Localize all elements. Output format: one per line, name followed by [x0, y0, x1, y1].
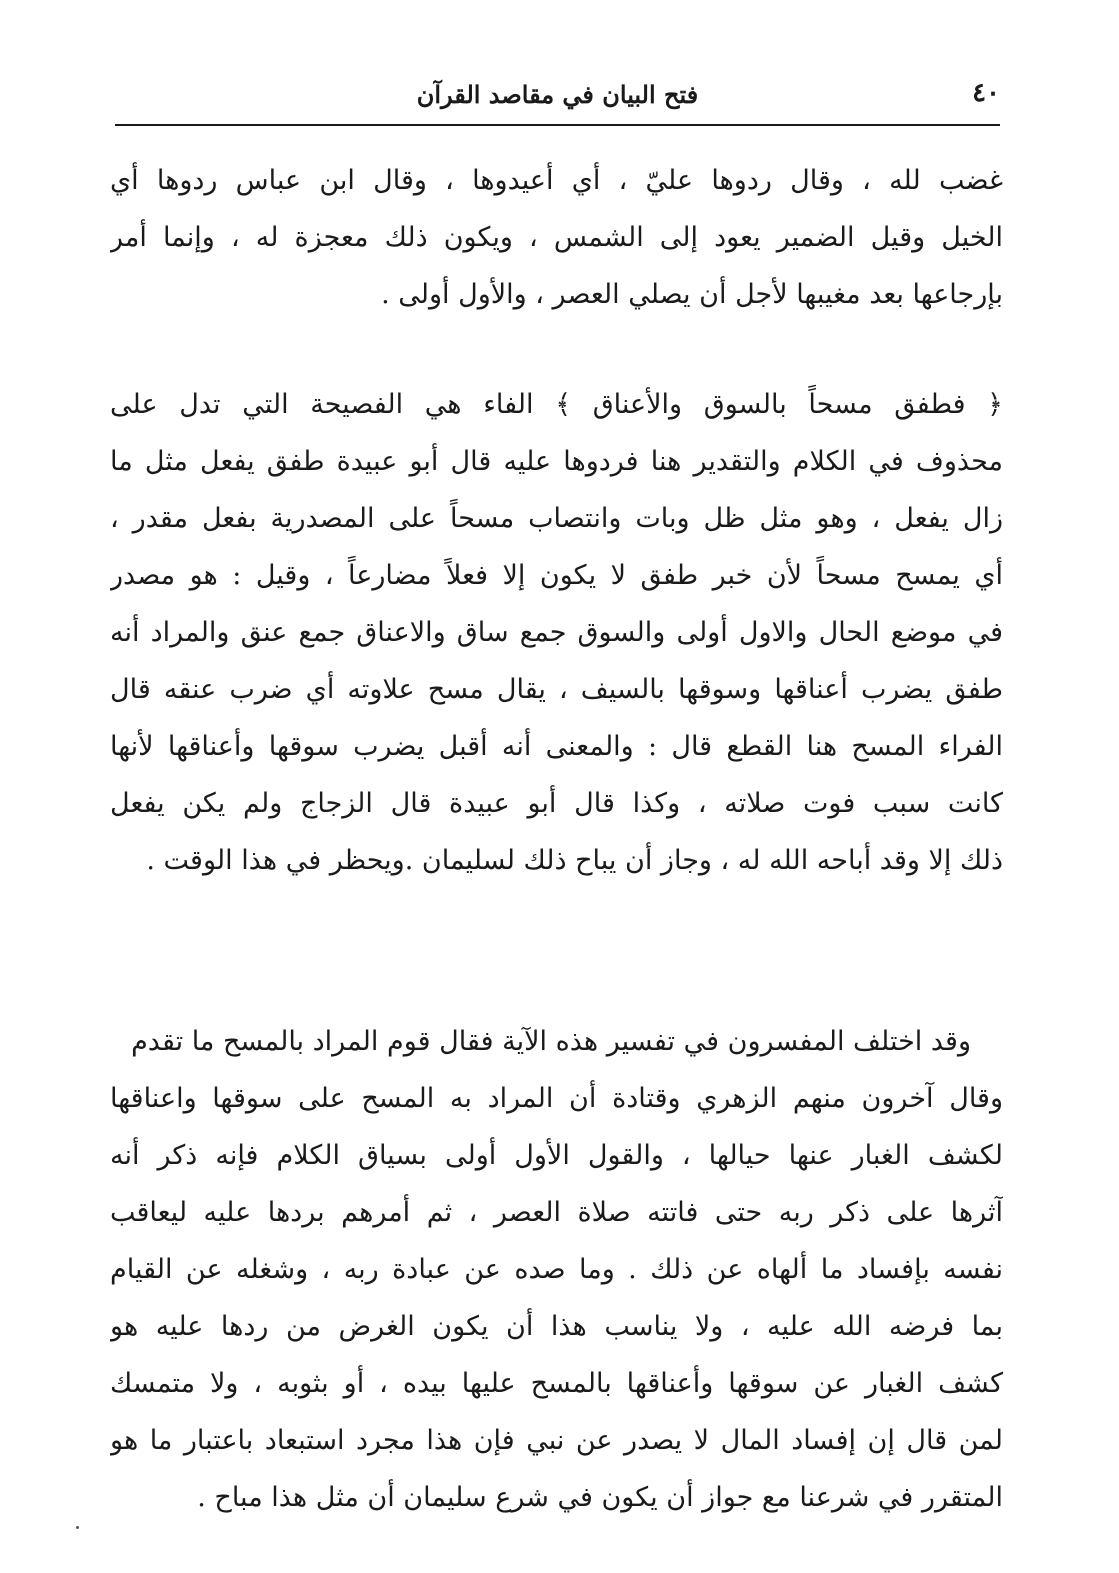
text-line: ذلك إلا وقد أباحه الله له ، وجاز أن يباح ذلك لسليمان .ويحظر في هذا الوقت .	[146, 845, 1003, 876]
text-line: لكشف الغبار عنها حيالها ، والقول الأول أولى بسياق الكلام فإنه ذكر أنه	[110, 1140, 1003, 1171]
paragraph-3	[110, 1013, 1003, 1526]
text-line: طفق يضرب أعناقها وسوقها بالسيف ، يقال مسح علاوته أي ضرب عنقه قال	[110, 674, 1003, 705]
text-line: نفسه بإفساد ما ألهاه عن ذلك . وما صده عن عبادة ربه ، وشغله عن القيام	[110, 1254, 1003, 1285]
text-line: الفراء المسح هنا القطع قال : والمعنى أنه أقبل يضرب سوقها وأعناقها لأنها	[110, 731, 1003, 762]
text-line: المتقرر في شرعنا مع جواز أن يكون في شرع سليمان أن مثل هذا مباح .	[197, 1482, 1003, 1513]
text-line: لمن قال إن إفساد المال لا يصدر عن نبي فإن هذا مجرد استبعاد باعتبار ما هو	[110, 1425, 1003, 1456]
text-line: بما فرضه الله عليه ، ولا يناسب هذا أن يكون الغرض من ردها عليه هو	[110, 1311, 1003, 1342]
text-line: بإرجاعها بعد مغيبها لأجل أن يصلي العصر ، والأول أولى .	[381, 279, 1003, 310]
text-line: آثرها على ذكر ربه حتى فاتته صلاة العصر ، ثم أمرهم بردها عليه ليعاقب	[110, 1197, 1003, 1228]
paragraph-2	[110, 376, 1003, 889]
text-line: وقد اختلف المفسرون في تفسير هذه الآية فقال قوم المراد بالمسح ما تقدم	[131, 1026, 971, 1057]
page-number: ٤٠	[972, 78, 1000, 108]
text-line: كانت سبب فوت صلاته ، وكذا قال أبو عبيدة قال الزجاج ولم يكن يفعل	[110, 788, 1003, 819]
page-header	[115, 70, 1000, 122]
text-line: زال يفعل ، وهو مثل ظل وبات وانتصاب مسحاً على المصدرية بفعل مقدر ،	[110, 503, 1003, 534]
text-line: غضب لله ، وقال ردوها عليّ ، أي أعيدوها ، وقال ابن عباس ردوها أي	[110, 165, 1003, 196]
text-line: في موضع الحال والاول أولى والسوق جمع ساق والاعناق جمع عنق والمراد أنه	[110, 617, 1003, 648]
text-line: أي يمسح مسحاً لأن خبر طفق لا يكون إلا فعلاً مضارعاً ، وقيل : هو مصدر	[110, 560, 1003, 591]
text-line: وقال آخرون منهم الزهري وقتادة أن المراد به المسح على سوقها واعناقها	[110, 1083, 1003, 1114]
running-title: فتح البيان في مقاصد القرآن	[416, 80, 699, 109]
text-line: ﴿ فطفق مسحاً بالسوق والأعناق ﴾ الفاء هي الفصيحة التي تدل على	[110, 389, 1003, 420]
paragraph-1	[110, 152, 1003, 323]
text-line: الخيل وقيل الضمير يعود إلى الشمس ، ويكون ذلك معجزة له ، وإنما أمر	[110, 222, 1003, 253]
text-line: محذوف في الكلام والتقدير هنا فردوها عليه قال أبو عبيدة طفق يفعل مثل ما	[110, 446, 1003, 477]
scan-speck	[76, 1526, 79, 1529]
text-line: كشف الغبار عن سوقها وأعناقها بالمسح عليها بيده ، أو بثوبه ، ولا متمسك	[110, 1368, 1003, 1399]
header-divider	[115, 124, 1000, 126]
